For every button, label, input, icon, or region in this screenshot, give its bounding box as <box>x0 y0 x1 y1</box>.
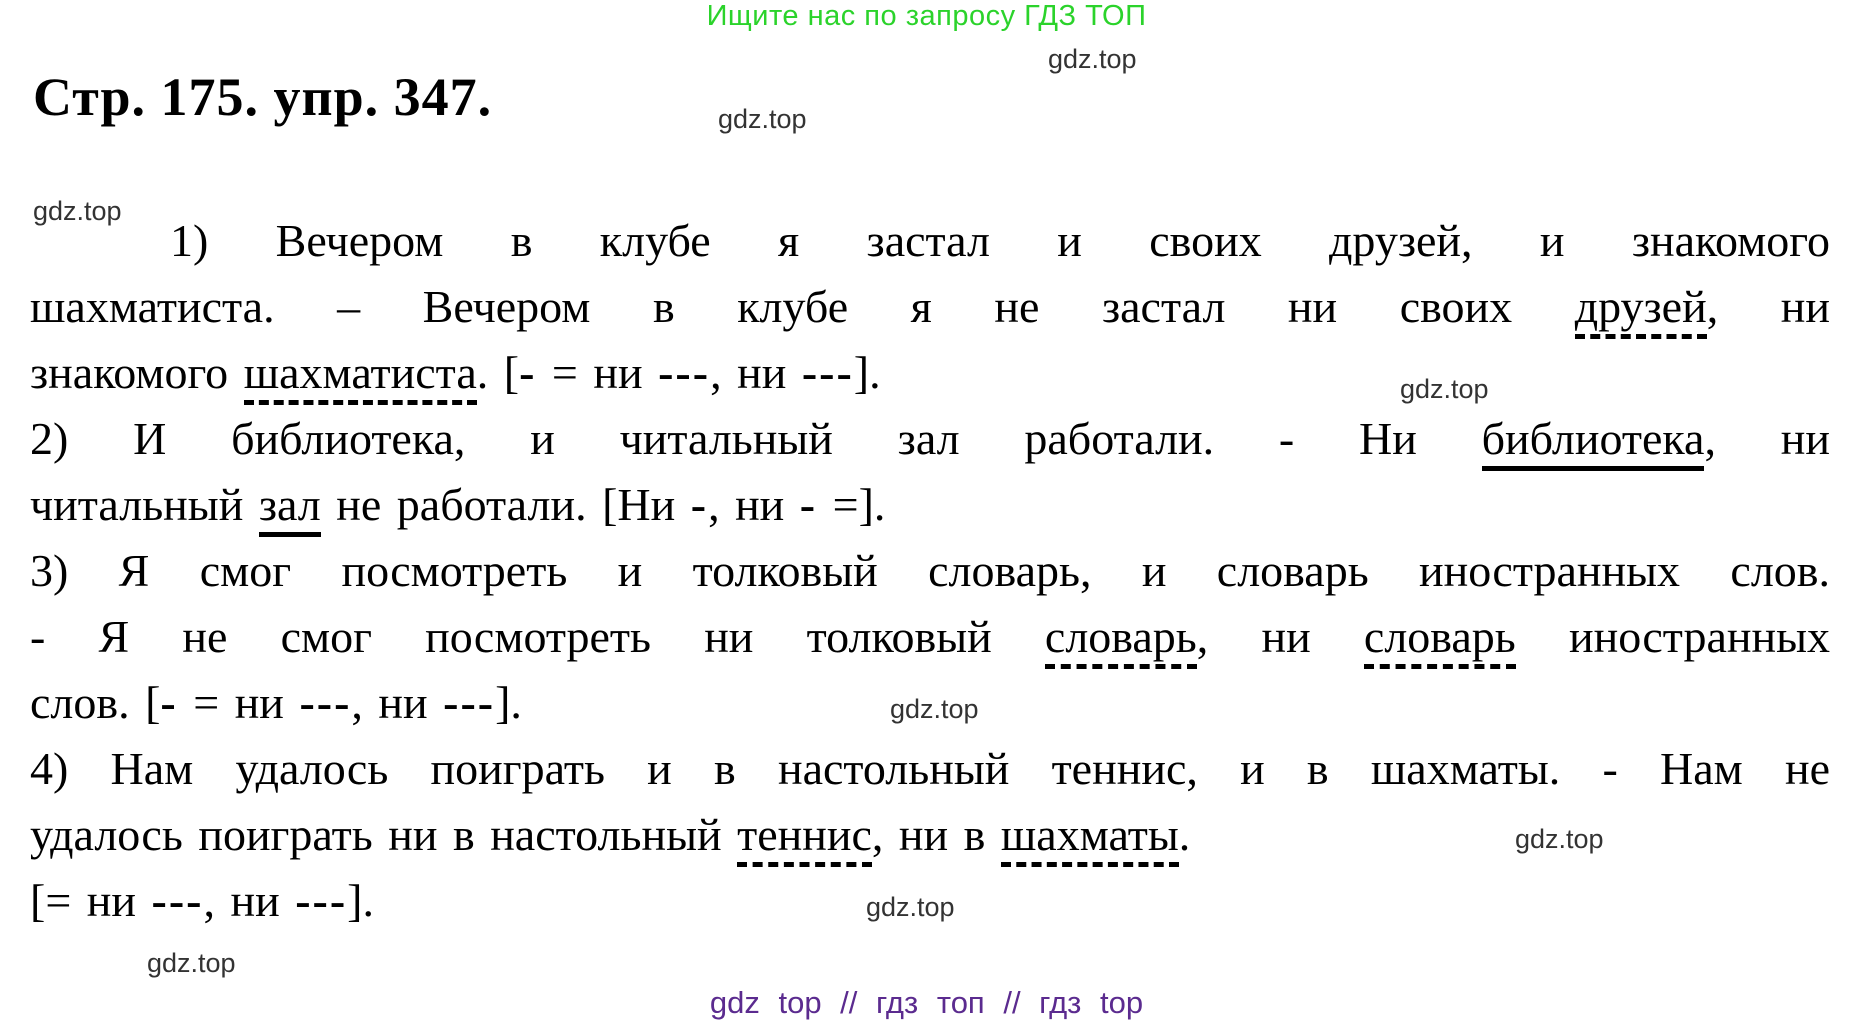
watermark-gdz-top: gdz.top <box>1048 44 1137 74</box>
text-segment: шахматиста. – Вечером в клубе я не застал ни своих <box>30 281 1575 332</box>
underlined-word: друзей <box>1575 281 1707 339</box>
scheme-dash: --- <box>299 677 352 728</box>
promo-banner: Ищите нас по запросу ГДЗ ТОП <box>706 0 1147 32</box>
text-segment: , ни в <box>871 809 1001 860</box>
text-segment: = ни <box>177 677 300 728</box>
text-segment: удалось поиграть ни в настольный <box>30 809 738 860</box>
text-segment: читальный <box>30 479 259 530</box>
text-segment: , ни <box>203 875 296 926</box>
text-line <box>30 670 1830 736</box>
scheme-dash: --- <box>658 347 711 398</box>
text-segment: ]. <box>853 347 881 398</box>
text-line <box>30 604 1830 670</box>
text-segment: 4) Нам удалось поиграть и в настольный теннис, и в шахматы. - Нам не <box>30 743 1830 794</box>
watermark-gdz-top: gdz.top <box>866 892 955 922</box>
underlined-word: зал <box>259 479 321 537</box>
watermark-gdz-top: gdz.top <box>147 948 236 978</box>
text-line <box>30 340 1830 406</box>
text-segment: , ни <box>708 479 800 530</box>
watermark-gdz-top: gdz.top <box>1515 824 1604 854</box>
watermark-gdz-top: gdz.top <box>890 694 979 724</box>
text-line <box>30 802 1830 868</box>
footer-watermark-line: gdz top // гдз топ // гдз top <box>709 985 1144 1020</box>
text-line <box>30 868 1830 934</box>
scheme-dash: - <box>690 479 709 530</box>
text-line <box>30 274 1830 340</box>
scheme-dash: - <box>519 347 537 398</box>
text-segment: иностранных <box>1515 611 1830 662</box>
text-segment: не работали. [Ни <box>320 479 691 530</box>
text-line <box>30 736 1830 802</box>
scheme-dash: --- <box>295 875 348 926</box>
text-line <box>30 208 1830 274</box>
underlined-word: словарь <box>1364 611 1516 669</box>
underlined-word: библиотека <box>1482 413 1705 471</box>
scheme-dash: --- <box>443 677 496 728</box>
underlined-word: словарь <box>1045 611 1197 669</box>
text-line <box>30 406 1830 472</box>
text-segment: ]. <box>495 677 522 728</box>
watermark-gdz-top: gdz.top <box>33 196 122 226</box>
text-segment: 1) Вечером в клубе я застал и своих друзей, и знакомого <box>170 215 1830 266</box>
text-line <box>30 538 1830 604</box>
text-segment: , ни <box>1706 281 1830 332</box>
text-segment: , ни <box>351 677 444 728</box>
exercise-text <box>30 208 1830 934</box>
text-segment: , ни <box>710 347 802 398</box>
text-segment: ]. <box>347 875 374 926</box>
text-segment: знакомого <box>30 347 244 398</box>
watermark-gdz-top: gdz.top <box>718 104 807 134</box>
text-segment: , ни <box>1704 413 1830 464</box>
text-line <box>30 472 1830 538</box>
text-segment: . [ <box>476 347 520 398</box>
underlined-word: шахматы <box>1001 809 1179 867</box>
text-segment: 2) И библиотека, и читальный зал работали. - Ни <box>30 413 1482 464</box>
text-segment: =]. <box>817 479 886 530</box>
watermark-gdz-top: gdz.top <box>1400 374 1489 404</box>
text-segment: 3) Я смог посмотреть и толковый словарь, и словарь иностранных слов. <box>30 545 1830 596</box>
text-segment: слов. [ <box>30 677 161 728</box>
scheme-dash: --- <box>151 875 204 926</box>
text-segment: . <box>1178 809 1191 860</box>
text-segment: [= ни <box>30 875 152 926</box>
text-segment: = ни <box>536 347 659 398</box>
underlined-word: шахматиста <box>244 347 477 405</box>
text-segment: , ни <box>1196 611 1364 662</box>
page-title: Стр. 175. упр. 347. <box>33 67 493 127</box>
underlined-word: теннис <box>737 809 872 867</box>
text-segment: - Я не смог посмотреть ни толковый <box>30 611 1045 662</box>
scheme-dash: - <box>160 677 178 728</box>
scheme-dash: - <box>799 479 818 530</box>
scheme-dash: --- <box>801 347 854 398</box>
